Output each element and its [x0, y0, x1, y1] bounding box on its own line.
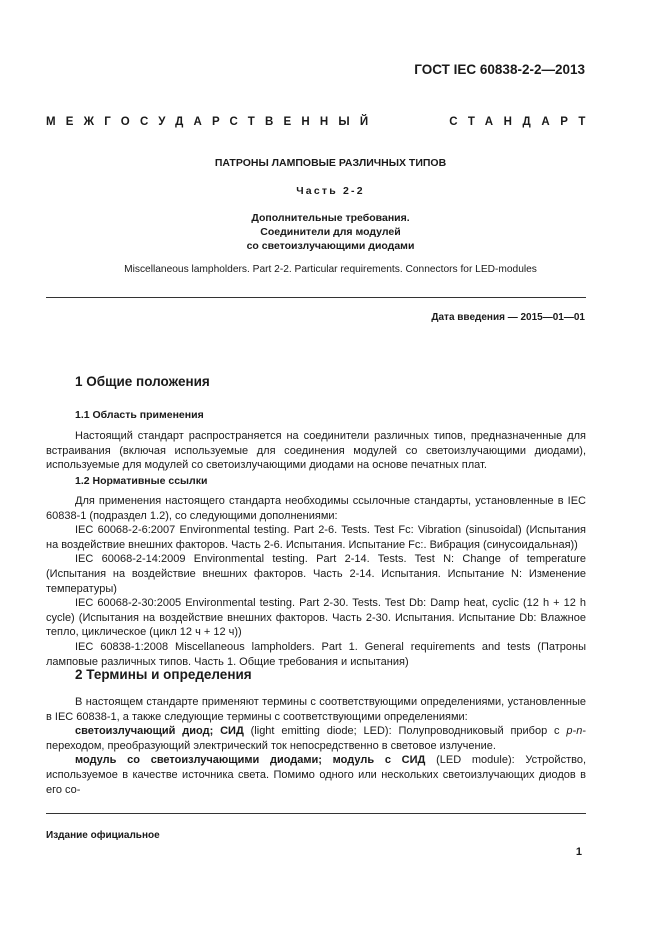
reference-item: IEC 60838-1:2008 Miscellaneous lampholders. Part 1. General requirements and tests (Патроны ламповые различных типов. Часть 1. Общие требования и испытания)	[46, 640, 586, 668]
term-definition	[46, 724, 586, 753]
scope-text	[46, 429, 586, 473]
page-number: 1	[575, 846, 582, 858]
terms-intro: В настоящем стандарте применяют термины с соответствующими определениями, установленные в IEC 60838-1, а также следующие термины с соответствующими определениями:	[46, 696, 586, 723]
interstate-word: МЕЖГОСУДАРСТВЕННЫЙ	[46, 116, 379, 128]
standard-type-line	[46, 116, 596, 128]
term-definition-text: (LED module): Устройство, используемое в качестве источника света. Помимо одного или нескольких светоизлучающих диодов в его со-	[46, 754, 586, 796]
part-number: Часть 2-2	[296, 185, 365, 197]
intro-date: Дата введения — 2015—01—01	[431, 312, 585, 323]
terms-text	[46, 695, 586, 797]
english-title: Miscellaneous lampholders. Part 2-2. Particular requirements. Connectors for LED-modules	[124, 264, 537, 275]
normative-references	[46, 494, 586, 669]
subtitle-line-2: Соединители для модулей	[260, 226, 401, 238]
term-name: светоизлучающий диод; СИД	[75, 725, 244, 738]
subtitle-line-3: со светоизлучающими диодами	[246, 240, 415, 252]
section-2-heading: 2 Термины и определения	[75, 667, 252, 682]
subtitle	[0, 211, 661, 253]
document-title: ПАТРОНЫ ЛАМПОВЫЕ РАЗЛИЧНЫХ ТИПОВ	[214, 157, 447, 169]
reference-item: IEC 60068-2-30:2005 Environmental testing. Part 2-30. Tests. Test Db: Damp heat, cyclic (12 h + 12 h cycle) (Испытания на воздействие внешних факторов. Часть 2-30. Испытания. Испытание Db: Влажное тепло, циклическое (цикл 12 ч + 12 ч))	[46, 597, 586, 639]
reference-item: IEC 60068-2-6:2007 Environmental testing. Part 2-6. Tests. Test Fc: Vibration (sinusoidal) (Испытания на воздействие внешних факторов. Часть 2-6. Испытания. Испытание Fc:. Вибрация (синусоидальная))	[46, 524, 586, 551]
term-definition-text: (light emitting diode; LED): Полупроводниковый прибор с	[243, 725, 567, 738]
references-intro: Для применения настоящего стандарта необходимы ссылочные стандарты, установленные в IEC 60838-1 (подраздел 1.2), со следующими дополнениями:	[46, 495, 586, 522]
term-definition-text: -переходом, преобразующий электрический ток непосредственно в световое излучение.	[46, 725, 586, 752]
edition-label: Издание официальное	[46, 830, 160, 841]
section-1-heading: 1 Общие положения	[75, 374, 210, 389]
term-definition	[46, 753, 586, 797]
reference-item: IEC 60068-2-14:2009 Environmental testing. Part 2-14. Tests. Test N: Change of temperature (Испытания на воздействие внешних факторов. Часть 2-14. Испытания. Испытание N: Изменение температуры)	[46, 553, 586, 595]
term-italic: p-n	[566, 725, 583, 738]
divider-bottom	[46, 813, 586, 814]
term-name: модуль со светоизлучающими диодами; модуль с СИД	[75, 754, 426, 767]
scope-paragraph: Настоящий стандарт распространяется на соединители различных типов, предназначенные для встраивания (включая используемые для соединения модулей со светоизлучающими диодами), используемые для модулей со светоизлучающими диодами на основе печатных плат.	[46, 430, 586, 472]
subsection-1-1-heading: 1.1 Область применения	[75, 409, 204, 421]
subtitle-line-1: Дополнительные требования.	[251, 212, 410, 224]
standard-word: СТАНДАРТ	[449, 116, 596, 128]
divider-top	[46, 297, 586, 298]
standard-code: ГОСТ IEC 60838-2-2—2013	[414, 62, 585, 77]
subsection-1-2-heading: 1.2 Нормативные ссылки	[75, 475, 208, 487]
